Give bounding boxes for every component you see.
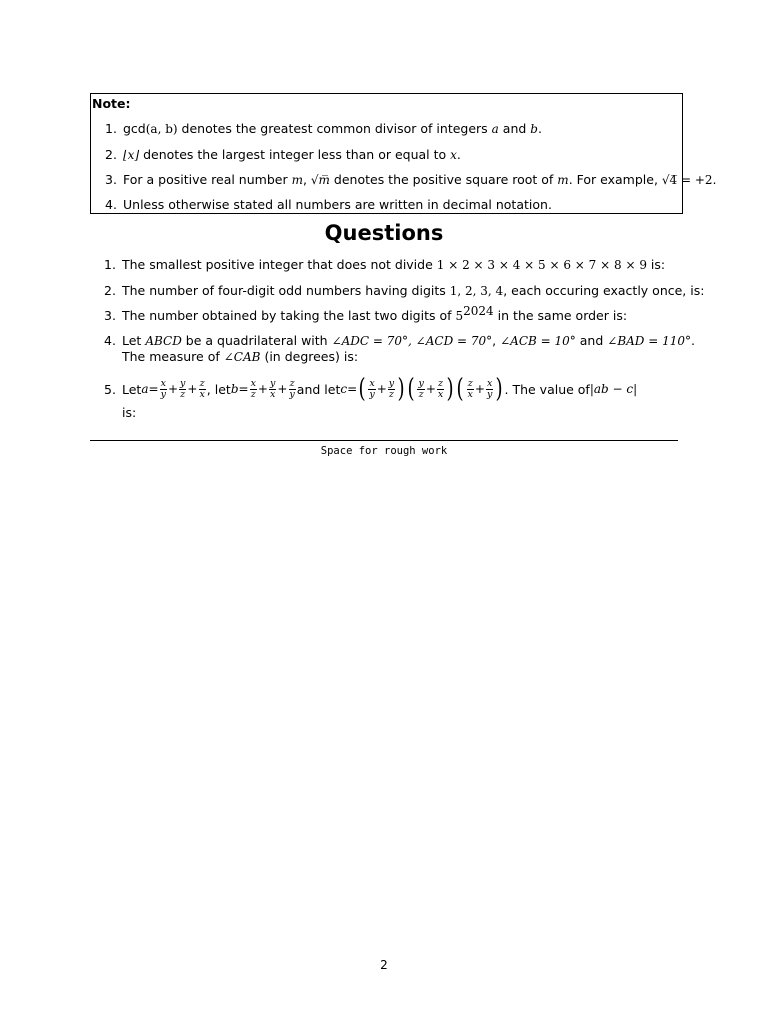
- question-number: 1.: [104, 257, 116, 272]
- question-number: 5.: [104, 381, 116, 397]
- question-4-line-2: The measure of ∠CAB (in degrees) is:: [122, 349, 359, 364]
- note-item-2: 2. ⌊x⌋ denotes the largest integer less than or equal to x.: [105, 147, 461, 162]
- question-1: 1. The smallest positive integer that does not divide 1 × 2 × 3 × 4 × 5 × 6 × 7 × 8 × 9 is:: [104, 257, 666, 272]
- question-4: 4. Let ABCD be a quadrilateral with ∠ADC = 70°, ∠ACD = 70°, ∠ACB = 10° and ∠BAD = 110°.: [104, 333, 695, 348]
- note-item-4: 4. Unless otherwise stated all numbers are written in decimal notation.: [105, 197, 552, 212]
- questions-heading: Questions: [324, 221, 444, 245]
- divider-line: [90, 440, 678, 441]
- note-item-number: 2.: [105, 147, 117, 162]
- note-item-number: 4.: [105, 197, 117, 212]
- note-item-number: 1.: [105, 121, 117, 136]
- question-3: 3. The number obtained by taking the last two digits of $5^{2024}$ in the same order is:: [104, 303, 628, 323]
- note-item-number: 3.: [105, 172, 117, 187]
- question-5: 5. Let a = $\frac{x}{y}$ + $\frac{y}{z}$ + $\frac{z}{x}$ , let b = $\frac{x}{z}$ + $\frac{y}{x}$ + $\frac{z}{y}$ and let c = ( $\frac{x}{y}$ + $\frac{y}{z}$ ) ( $\frac{y}{z}$ + $\frac{z}{x}$ ) ( $\frac{z}{x}$ + $\frac{x}{y}$ ) . The value of |ab − c|: [104, 374, 638, 404]
- question-number: 3.: [104, 308, 116, 323]
- note-item-1: 1. gcd(a, b) denotes the greatest common divisor of integers a and b.: [105, 121, 542, 136]
- page-number: 2: [380, 958, 388, 972]
- rough-work-label: Space for rough work: [320, 445, 448, 457]
- question-5-line-2: is:: [122, 405, 137, 420]
- question-number: 2.: [104, 283, 116, 298]
- note-item-3: 3. For a positive real number m, √m̅ denotes the positive square root of m. For example, √4̅ = +2.: [105, 172, 717, 187]
- question-number: 4.: [104, 333, 116, 348]
- note-box: [90, 93, 717, 214]
- question-2: 2. The number of four-digit odd numbers having digits 1, 2, 3, 4, each occuring exactly once, is:: [104, 283, 705, 298]
- note-title: Note:: [92, 96, 131, 111]
